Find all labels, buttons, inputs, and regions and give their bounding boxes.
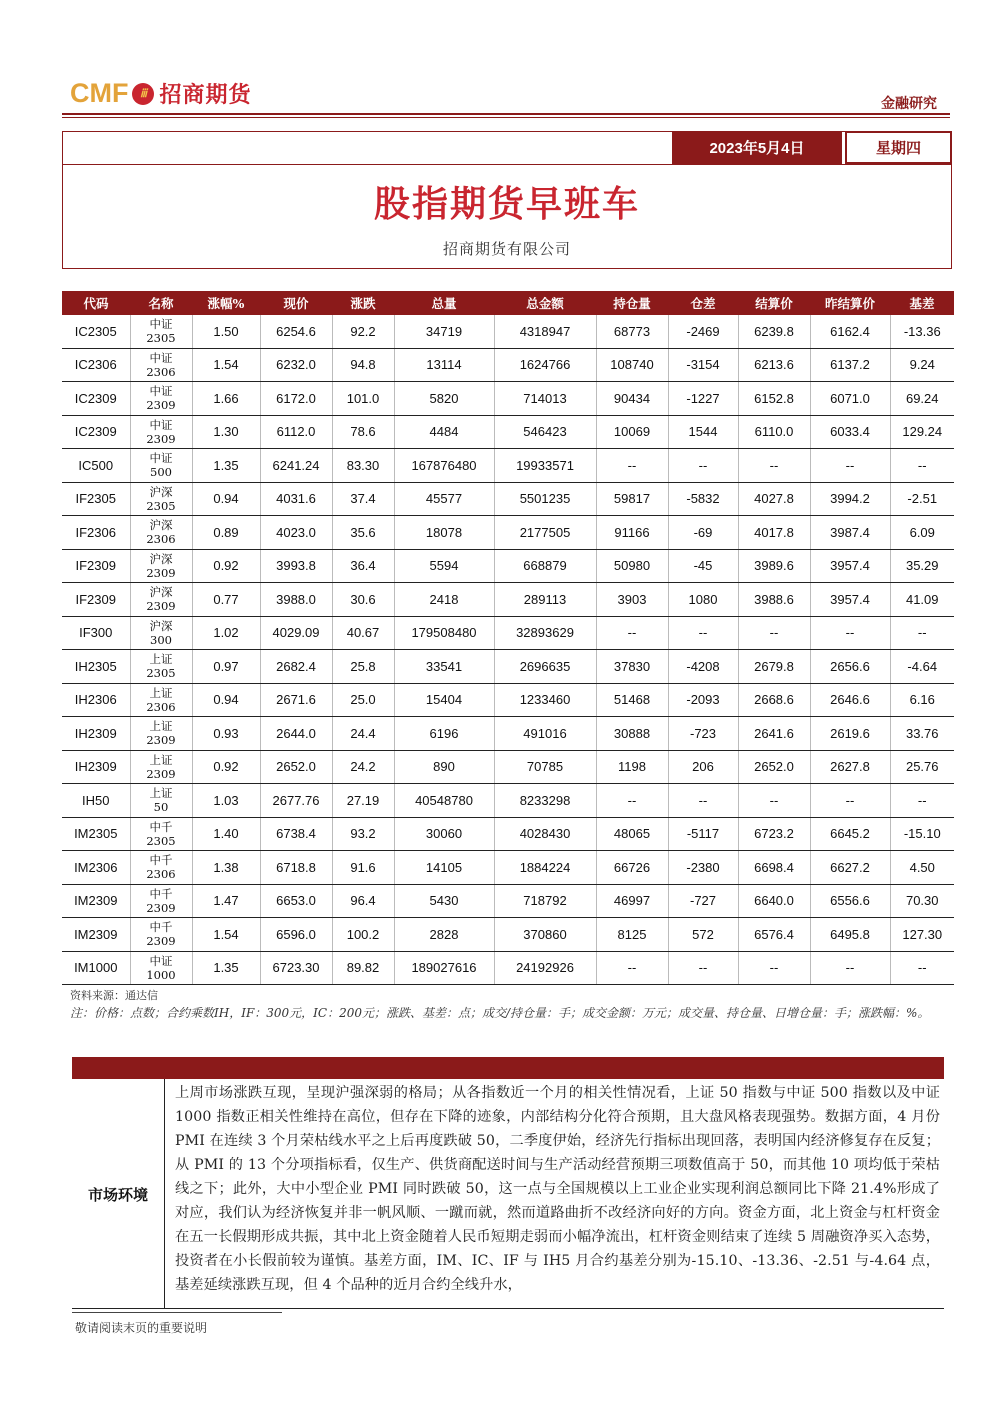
table-cell: 4023.0 — [260, 516, 332, 550]
footer-disclaimer: 敬请阅读末页的重要说明 — [75, 1321, 208, 1335]
table-cell: 6698.4 — [738, 851, 810, 885]
table-cell: 6033.4 — [810, 415, 890, 449]
table-cell: IC500 — [62, 449, 130, 483]
table-cell: 6596.0 — [260, 918, 332, 952]
column-header: 涨跌 — [332, 291, 394, 315]
table-cell: -- — [738, 616, 810, 650]
table-cell: 中证 2305 — [130, 315, 192, 348]
table-cell: 中千 2306 — [130, 851, 192, 885]
table-cell: 2668.6 — [738, 683, 810, 717]
table-cell: -- — [810, 449, 890, 483]
table-cell: 2652.0 — [738, 750, 810, 784]
table-cell: 沪深 2309 — [130, 583, 192, 617]
table-cell: -5117 — [668, 817, 738, 851]
table-cell: 上证 2309 — [130, 717, 192, 751]
table-cell: 1.30 — [192, 415, 260, 449]
table-cell: 上证 50 — [130, 784, 192, 818]
market-environment-text: 上周市场涨跌互现，呈现沪强深弱的格局；从各指数近一个月的相关性情况看，上证 50 指数与中证 500 指数以及中证 1000 指数正相关性维持在高位，但存在下降的迹象，内部结构分化符合预期，且大盘风格表现强势。数据方面，4 月份 PMI 在连续 3 个月荣枯线水平之上后再度跌破 50，二季度伊始，经济先行指标出现回落，表明国内经济修复存在反复；从 PMI 的 13 个分项指标看，仅生产、供货商配送时间与生产活动经营预期三项数值高于 50，而其他 10 项均低于荣枯线之下；此外，大中小型企业 PMI 同时跌破 50，这一点与全国规模以上工业企业实现利润总额同比下降 21.4%形成了对应，我们认为经济恢复并非一帆风顺、一蹴而就，然而道路曲折不改经济向好的方向。资金方面，北上资金与杠杆资金在五一长假期形成共振，其中北上资金随着人民币短期走弱而小幅净流出，杠杆资金则结束了连续 5 周融资净买入态势，投资者在小长假前较为谨慎。基差方面，IM、IC、IF 与 IH5 月合约基差分别为-15.10、-13.36、-2.51 与-4.64 点，基差延续涨跌互现，但 4 个品种的近月合约全线升水， — [175, 1085, 940, 1293]
table-cell: IC2309 — [62, 415, 130, 449]
table-cell: 6213.6 — [738, 348, 810, 382]
footer-divider — [72, 1312, 282, 1313]
table-cell: 30.6 — [332, 583, 394, 617]
table-cell: 1.40 — [192, 817, 260, 851]
table-cell: 668879 — [494, 549, 596, 583]
table-cell: 4027.8 — [738, 482, 810, 516]
table-cell: IH2305 — [62, 650, 130, 684]
table-cell: IC2306 — [62, 348, 130, 382]
table-cell: 3988.0 — [260, 583, 332, 617]
table-cell: 1.66 — [192, 382, 260, 416]
table-row — [62, 315, 954, 348]
table-cell: 19933571 — [494, 449, 596, 483]
table-cell: -- — [890, 449, 954, 483]
table-cell: -- — [668, 951, 738, 985]
table-cell: 2646.6 — [810, 683, 890, 717]
column-header: 基差 — [890, 291, 954, 315]
table-cell: 0.92 — [192, 549, 260, 583]
table-cell: 4318947 — [494, 315, 596, 348]
table-cell: 6137.2 — [810, 348, 890, 382]
table-cell: 2679.8 — [738, 650, 810, 684]
table-cell: 1.47 — [192, 884, 260, 918]
table-cell: -2.51 — [890, 482, 954, 516]
table-cell: 6723.2 — [738, 817, 810, 851]
table-cell: -- — [668, 616, 738, 650]
table-cell: 13114 — [394, 348, 494, 382]
table-row — [62, 851, 954, 885]
table-row — [62, 750, 954, 784]
table-cell: 0.89 — [192, 516, 260, 550]
table-cell: 1.54 — [192, 348, 260, 382]
table-row — [62, 717, 954, 751]
column-header: 现价 — [260, 291, 332, 315]
table-cell: 1.03 — [192, 784, 260, 818]
section-bar — [72, 1057, 944, 1079]
table-cell: 6071.0 — [810, 382, 890, 416]
table-cell: 1624766 — [494, 348, 596, 382]
table-cell: -- — [596, 951, 668, 985]
table-cell: 25.0 — [332, 683, 394, 717]
table-cell: 78.6 — [332, 415, 394, 449]
table-cell: 289113 — [494, 583, 596, 617]
table-cell: 5594 — [394, 549, 494, 583]
table-cell: 0.94 — [192, 683, 260, 717]
column-header: 昨结算价 — [810, 291, 890, 315]
table-cell: -- — [668, 784, 738, 818]
table-cell: 6162.4 — [810, 315, 890, 348]
table-cell: 2828 — [394, 918, 494, 952]
table-cell: -15.10 — [890, 817, 954, 851]
table-cell: 10069 — [596, 415, 668, 449]
table-cell: IH50 — [62, 784, 130, 818]
table-cell: 6.16 — [890, 683, 954, 717]
table-cell: -- — [738, 449, 810, 483]
table-cell: 40.67 — [332, 616, 394, 650]
table-cell: 83.30 — [332, 449, 394, 483]
table-cell: 1.02 — [192, 616, 260, 650]
table-cell: 30888 — [596, 717, 668, 751]
table-cell: 1.35 — [192, 951, 260, 985]
table-cell: IF2305 — [62, 482, 130, 516]
table-cell: 15404 — [394, 683, 494, 717]
table-cell: -45 — [668, 549, 738, 583]
table-cell: 890 — [394, 750, 494, 784]
table-cell: -- — [596, 784, 668, 818]
table-row — [62, 482, 954, 516]
table-row — [62, 817, 954, 851]
column-header: 涨幅% — [192, 291, 260, 315]
date-divider — [62, 164, 952, 165]
table-cell: 91166 — [596, 516, 668, 550]
table-cell: 沪深 2305 — [130, 482, 192, 516]
table-cell: 6645.2 — [810, 817, 890, 851]
table-cell: -- — [810, 784, 890, 818]
table-cell: 4029.09 — [260, 616, 332, 650]
table-cell: 1198 — [596, 750, 668, 784]
column-header: 结算价 — [738, 291, 810, 315]
table-cell: IM2309 — [62, 918, 130, 952]
table-cell: 0.77 — [192, 583, 260, 617]
table-row — [62, 884, 954, 918]
market-environment-label: 市场环境 — [72, 1079, 165, 1309]
table-cell: 189027616 — [394, 951, 494, 985]
column-header: 仓差 — [668, 291, 738, 315]
table-cell: IH2309 — [62, 717, 130, 751]
table-cell: 6241.24 — [260, 449, 332, 483]
table-row — [62, 449, 954, 483]
table-cell: 3993.8 — [260, 549, 332, 583]
table-cell: 6110.0 — [738, 415, 810, 449]
table-cell: 2682.4 — [260, 650, 332, 684]
table-cell: -- — [738, 951, 810, 985]
table-cell: 24.4 — [332, 717, 394, 751]
table-cell: 上证 2309 — [130, 750, 192, 784]
table-cell: 92.2 — [332, 315, 394, 348]
table-cell: 3903 — [596, 583, 668, 617]
table-cell: 4.50 — [890, 851, 954, 885]
table-body — [62, 315, 954, 985]
table-cell: 6556.6 — [810, 884, 890, 918]
table-cell: -- — [890, 784, 954, 818]
table-cell: 6653.0 — [260, 884, 332, 918]
futures-table — [62, 291, 954, 985]
table-cell: 6196 — [394, 717, 494, 751]
table-cell: 0.94 — [192, 482, 260, 516]
logo-cmf-text: CMF — [70, 78, 129, 108]
table-cell: 2644.0 — [260, 717, 332, 751]
table-cell: -1227 — [668, 382, 738, 416]
table-row — [62, 918, 954, 952]
header-divider — [62, 113, 950, 115]
table-cell: 2641.6 — [738, 717, 810, 751]
report-title: 股指期货早班车 — [373, 183, 640, 225]
logo-emblem-icon: ⅲ — [132, 83, 154, 105]
table-cell: 2671.6 — [260, 683, 332, 717]
table-cell: -723 — [668, 717, 738, 751]
table-cell: 6723.30 — [260, 951, 332, 985]
table-cell: 6.09 — [890, 516, 954, 550]
table-cell: 108740 — [596, 348, 668, 382]
table-cell: 中证 2309 — [130, 382, 192, 416]
table-cell: 1.54 — [192, 918, 260, 952]
table-cell: 2656.6 — [810, 650, 890, 684]
table-cell: 89.82 — [332, 951, 394, 985]
table-cell: -- — [810, 616, 890, 650]
table-cell: 2177505 — [494, 516, 596, 550]
table-cell: 1.38 — [192, 851, 260, 885]
table-cell: IM2309 — [62, 884, 130, 918]
table-cell: 59817 — [596, 482, 668, 516]
table-cell: 3994.2 — [810, 482, 890, 516]
table-cell: 沪深 2309 — [130, 549, 192, 583]
table-cell: IC2309 — [62, 382, 130, 416]
table-cell: -- — [596, 616, 668, 650]
table-cell: 3957.4 — [810, 583, 890, 617]
table-cell: -2380 — [668, 851, 738, 885]
table-cell: 6495.8 — [810, 918, 890, 952]
table-cell: 2677.76 — [260, 784, 332, 818]
table-cell: 6172.0 — [260, 382, 332, 416]
report-weekday: 星期四 — [845, 131, 952, 164]
table-cell: -- — [890, 951, 954, 985]
column-header: 总金额 — [494, 291, 596, 315]
table-cell: 上证 2306 — [130, 683, 192, 717]
table-cell: IF300 — [62, 616, 130, 650]
table-cell: 179508480 — [394, 616, 494, 650]
table-cell: 33.76 — [890, 717, 954, 751]
table-cell: 8125 — [596, 918, 668, 952]
logo-chinese-text: 招商期货 — [159, 82, 252, 108]
table-cell: 3957.4 — [810, 549, 890, 583]
table-cell: 48065 — [596, 817, 668, 851]
table-cell: 27.19 — [332, 784, 394, 818]
table-cell: -5832 — [668, 482, 738, 516]
table-cell: 2627.8 — [810, 750, 890, 784]
table-cell: -4208 — [668, 650, 738, 684]
table-cell: -- — [668, 449, 738, 483]
table-row — [62, 650, 954, 684]
table-cell: 66726 — [596, 851, 668, 885]
table-cell: 1080 — [668, 583, 738, 617]
table-row — [62, 583, 954, 617]
table-cell: 69.24 — [890, 382, 954, 416]
table-cell: -727 — [668, 884, 738, 918]
table-cell: 6576.4 — [738, 918, 810, 952]
table-row — [62, 951, 954, 985]
table-cell: 718792 — [494, 884, 596, 918]
table-cell: 714013 — [494, 382, 596, 416]
table-cell: 沪深 300 — [130, 616, 192, 650]
table-cell: 6718.8 — [260, 851, 332, 885]
table-cell: IF2309 — [62, 549, 130, 583]
table-cell: -69 — [668, 516, 738, 550]
table-row — [62, 516, 954, 550]
table-cell: 4017.8 — [738, 516, 810, 550]
table-cell: 46997 — [596, 884, 668, 918]
table-cell: 45577 — [394, 482, 494, 516]
table-cell: -- — [738, 784, 810, 818]
table-cell: 370860 — [494, 918, 596, 952]
table-row — [62, 683, 954, 717]
table-cell: 中千 2305 — [130, 817, 192, 851]
table-cell: 0.93 — [192, 717, 260, 751]
table-cell: 572 — [668, 918, 738, 952]
table-cell: 37.4 — [332, 482, 394, 516]
table-cell: 32893629 — [494, 616, 596, 650]
table-row — [62, 415, 954, 449]
table-cell: 中证 2309 — [130, 415, 192, 449]
table-cell: 50980 — [596, 549, 668, 583]
table-cell: 70785 — [494, 750, 596, 784]
table-cell: 6152.8 — [738, 382, 810, 416]
table-cell: 30060 — [394, 817, 494, 851]
table-cell: -4.64 — [890, 650, 954, 684]
table-cell: 25.8 — [332, 650, 394, 684]
table-row — [62, 549, 954, 583]
table-cell: 37830 — [596, 650, 668, 684]
table-cell: 18078 — [394, 516, 494, 550]
table-cell: 沪深 2306 — [130, 516, 192, 550]
table-cell: 3989.6 — [738, 549, 810, 583]
table-cell: 33541 — [394, 650, 494, 684]
table-cell: 70.30 — [890, 884, 954, 918]
table-cell: IH2309 — [62, 750, 130, 784]
table-cell: 2418 — [394, 583, 494, 617]
table-cell: 91.6 — [332, 851, 394, 885]
table-cell: 中千 2309 — [130, 884, 192, 918]
table-row — [62, 382, 954, 416]
table-cell: 4484 — [394, 415, 494, 449]
table-cell: -2469 — [668, 315, 738, 348]
table-cell: 4031.6 — [260, 482, 332, 516]
table-cell: 3988.6 — [738, 583, 810, 617]
table-cell: 8233298 — [494, 784, 596, 818]
table-cell: 1884224 — [494, 851, 596, 885]
column-header: 代码 — [62, 291, 130, 315]
table-cell: 1544 — [668, 415, 738, 449]
table-row — [62, 348, 954, 382]
table-cell: 2619.6 — [810, 717, 890, 751]
table-cell: IM2306 — [62, 851, 130, 885]
table-cell: 5430 — [394, 884, 494, 918]
table-cell: 中证 500 — [130, 449, 192, 483]
table-cell: IF2309 — [62, 583, 130, 617]
table-cell: 1233460 — [494, 683, 596, 717]
table-cell: 96.4 — [332, 884, 394, 918]
table-cell: 129.24 — [890, 415, 954, 449]
table-cell: 1.50 — [192, 315, 260, 348]
table-cell: 68773 — [596, 315, 668, 348]
table-cell: -13.36 — [890, 315, 954, 348]
table-cell: 127.30 — [890, 918, 954, 952]
table-cell: 24192926 — [494, 951, 596, 985]
table-cell: 5820 — [394, 382, 494, 416]
table-cell: 101.0 — [332, 382, 394, 416]
table-cell: IM2305 — [62, 817, 130, 851]
table-cell: 6232.0 — [260, 348, 332, 382]
table-cell: 6254.6 — [260, 315, 332, 348]
column-header: 持仓量 — [596, 291, 668, 315]
table-cell: 206 — [668, 750, 738, 784]
table-cell: 6738.4 — [260, 817, 332, 851]
report-date: 2023年5月4日 — [672, 131, 842, 164]
page-header — [0, 0, 992, 125]
table-cell: -- — [890, 616, 954, 650]
table-cell: 0.97 — [192, 650, 260, 684]
table-cell: 36.4 — [332, 549, 394, 583]
header-divider-thin — [62, 117, 950, 118]
table-cell: 4028430 — [494, 817, 596, 851]
table-cell: 546423 — [494, 415, 596, 449]
table-cell: 40548780 — [394, 784, 494, 818]
table-cell: -3154 — [668, 348, 738, 382]
table-cell: 94.8 — [332, 348, 394, 382]
table-cell: 35.29 — [890, 549, 954, 583]
table-cell: 51468 — [596, 683, 668, 717]
data-source-note: 资料来源：通达信 — [70, 989, 158, 1002]
table-row — [62, 784, 954, 818]
table-header-row — [62, 291, 954, 315]
table-cell: -2093 — [668, 683, 738, 717]
table-cell: 6112.0 — [260, 415, 332, 449]
section-tag: 金融研究 — [881, 96, 937, 112]
table-cell: 167876480 — [394, 449, 494, 483]
units-note: 注：价格：点数；合约乘数IH，IF：300元，IC：200元；涨跌、基差：点；成交/持仓量：手；成交金额：万元；成交量、持仓量、日增仓量：手；涨跌幅：%。 — [70, 1006, 930, 1020]
table-cell: 中千 2309 — [130, 918, 192, 952]
table-cell: 14105 — [394, 851, 494, 885]
company-logo — [70, 78, 252, 109]
market-environment-section — [72, 1079, 944, 1309]
table-cell: 491016 — [494, 717, 596, 751]
table-cell: 上证 2305 — [130, 650, 192, 684]
table-cell: 25.76 — [890, 750, 954, 784]
table-cell: 9.24 — [890, 348, 954, 382]
table-cell: 34719 — [394, 315, 494, 348]
table-row — [62, 616, 954, 650]
table-cell: -- — [810, 951, 890, 985]
table-cell: 中证 1000 — [130, 951, 192, 985]
column-header: 名称 — [130, 291, 192, 315]
table-cell: 93.2 — [332, 817, 394, 851]
table-cell: 2652.0 — [260, 750, 332, 784]
table-cell: 2696635 — [494, 650, 596, 684]
table-cell: 6239.8 — [738, 315, 810, 348]
table-cell: 100.2 — [332, 918, 394, 952]
table-cell: IH2306 — [62, 683, 130, 717]
table-cell: IF2306 — [62, 516, 130, 550]
column-header: 总量 — [394, 291, 494, 315]
table-cell: 0.92 — [192, 750, 260, 784]
table-cell: 5501235 — [494, 482, 596, 516]
table-cell: 3987.4 — [810, 516, 890, 550]
table-cell: 90434 — [596, 382, 668, 416]
table-cell: IM1000 — [62, 951, 130, 985]
company-name: 招商期货有限公司 — [442, 240, 571, 258]
table-cell: 1.35 — [192, 449, 260, 483]
table-cell: 6640.0 — [738, 884, 810, 918]
table-cell: 中证 2306 — [130, 348, 192, 382]
table-cell: 41.09 — [890, 583, 954, 617]
table-cell: IC2305 — [62, 315, 130, 348]
table-cell: 6627.2 — [810, 851, 890, 885]
table-cell: 35.6 — [332, 516, 394, 550]
table-cell: -- — [596, 449, 668, 483]
table-cell: 24.2 — [332, 750, 394, 784]
